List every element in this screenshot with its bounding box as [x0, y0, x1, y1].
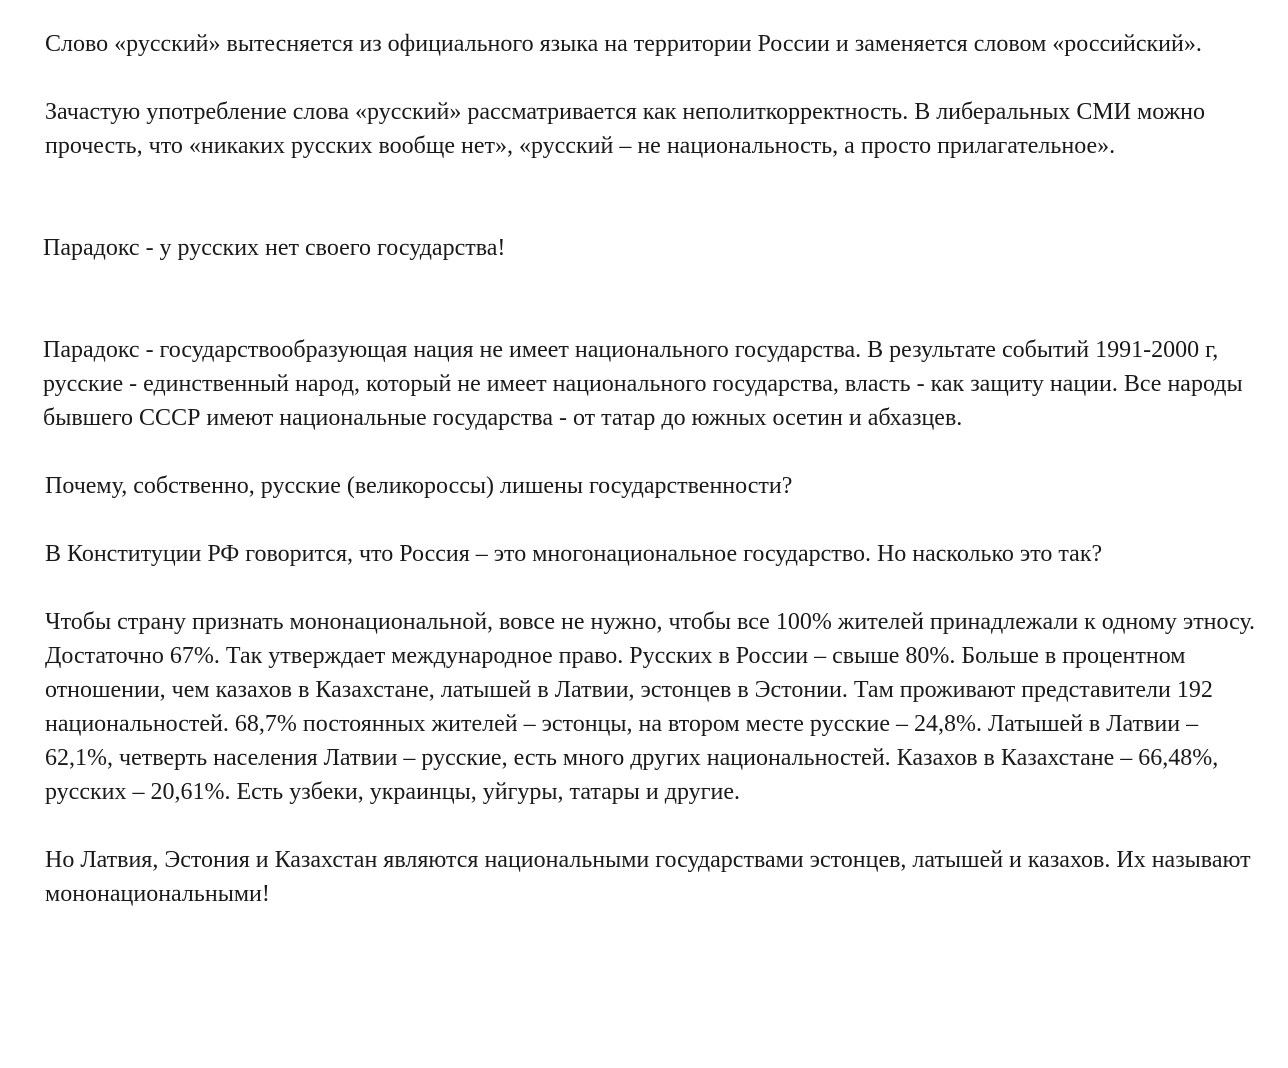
paragraph-7: Чтобы страну признать мононациональной, вовсе не нужно, чтобы все 100% жителей принадлежали к одному этносу. Достаточно 67%. Так утверждает международное право. Русских в России – свыше 80%. Больше в процентном отношении, чем казахов в Казахстане, латышей в Латвии, эстонцев в Эстонии. Там проживают представители 192 национальностей. 68,7% постоянных жителей – эстонцы, на втором месте русские – 24,8%. Латышей в Латвии – 62,1%, четверть населения Латвии – русские, есть много других национальностей. Казахов в Казахстане – 66,48%, русских – 20,61%. Есть узбеки, украинцы, уйгуры, татары и другие. — [45, 609, 1256, 805]
paragraph-1: Слово «русский» вытесняется из официального языка на территории России и заменяется словом «российский». — [45, 31, 1202, 57]
document-body — [45, 27, 1265, 911]
paragraph-4: Парадокс - государствообразующая нация не имеет национального государства. В результате событий 1991-2000 г, русские - единственный народ, который не имеет национального государства, власть - как защиту нации. Все народы бывшего СССР имеют национальные государства - от татар до южных осетин и абхазцев. — [43, 337, 1243, 431]
paragraph-5: Почему, собственно, русские (великороссы) лишены государственности? — [45, 473, 793, 499]
paragraph-6: В Конституции РФ говорится, что Россия – это многонациональное государство. Но насколько это так? — [45, 541, 1103, 567]
paragraph-8: Но Латвия, Эстония и Казахстан являются национальными государствами эстонцев, латышей и казахов. Их называют мононациональными! — [45, 847, 1251, 907]
paragraph-2: Зачастую употребление слова «русский» рассматривается как неполиткорректность. В либеральных СМИ можно прочесть, что «никаких русских вообще нет», «русский – не национальность, а просто прилагательное». — [45, 99, 1206, 159]
paragraph-3: Парадокс - у русских нет своего государства! — [43, 235, 506, 261]
